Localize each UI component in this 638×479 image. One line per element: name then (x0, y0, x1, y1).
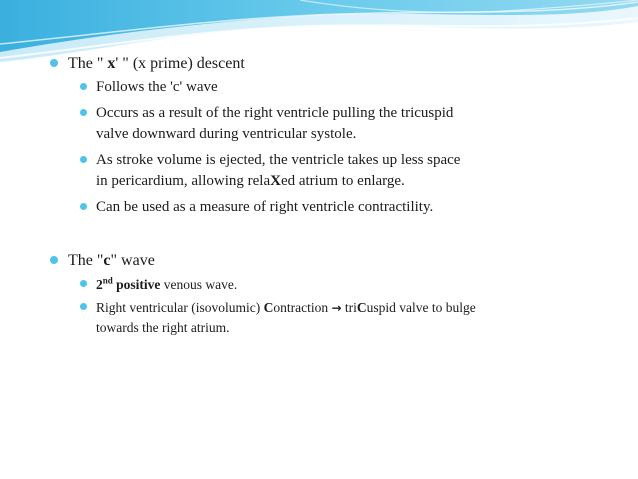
section1-item-2-text: Occurs as a result of the right ventricle pulling the tricuspid valve downward during ventricular systole. (96, 105, 454, 142)
section1-item-2 (80, 103, 453, 145)
bullet-icon (80, 203, 87, 210)
section1-heading-text: The " x' " (x prime) descent (68, 55, 245, 72)
section1-item-4 (80, 197, 433, 218)
bullet-icon (80, 109, 87, 116)
section1-item-1 (80, 77, 218, 98)
bullet-icon (80, 156, 87, 163)
section1-item-4-text: Can be used as a measure of right ventricle contractility. (96, 199, 434, 215)
bullet-icon (80, 303, 87, 310)
section2-item-2 (80, 298, 476, 337)
section1-item-3-text: As stroke volume is ejected, the ventricle takes up less space in pericardium, allowing relaXed atrium to enlarge. (96, 152, 461, 189)
section2-item-1-text: 2nd positive venous wave. (96, 275, 238, 292)
section2-heading (50, 250, 155, 271)
section1-item-3 (80, 150, 460, 192)
bullet-icon (80, 83, 87, 90)
bullet-icon (50, 256, 58, 264)
section2-item-1 (80, 275, 237, 294)
bullet-icon (50, 59, 58, 67)
section2-heading-text: The "c" wave (68, 252, 155, 269)
section1-heading (50, 53, 245, 74)
bullet-icon (80, 280, 87, 287)
arrow-right-icon: → (331, 301, 342, 315)
section2-item-2-text: Right ventricular (isovolumic) Contraction → triCuspid valve to bulge towards the right atrium. (96, 300, 476, 335)
section1-item-1-text: Follows the 'c' wave (96, 79, 218, 95)
